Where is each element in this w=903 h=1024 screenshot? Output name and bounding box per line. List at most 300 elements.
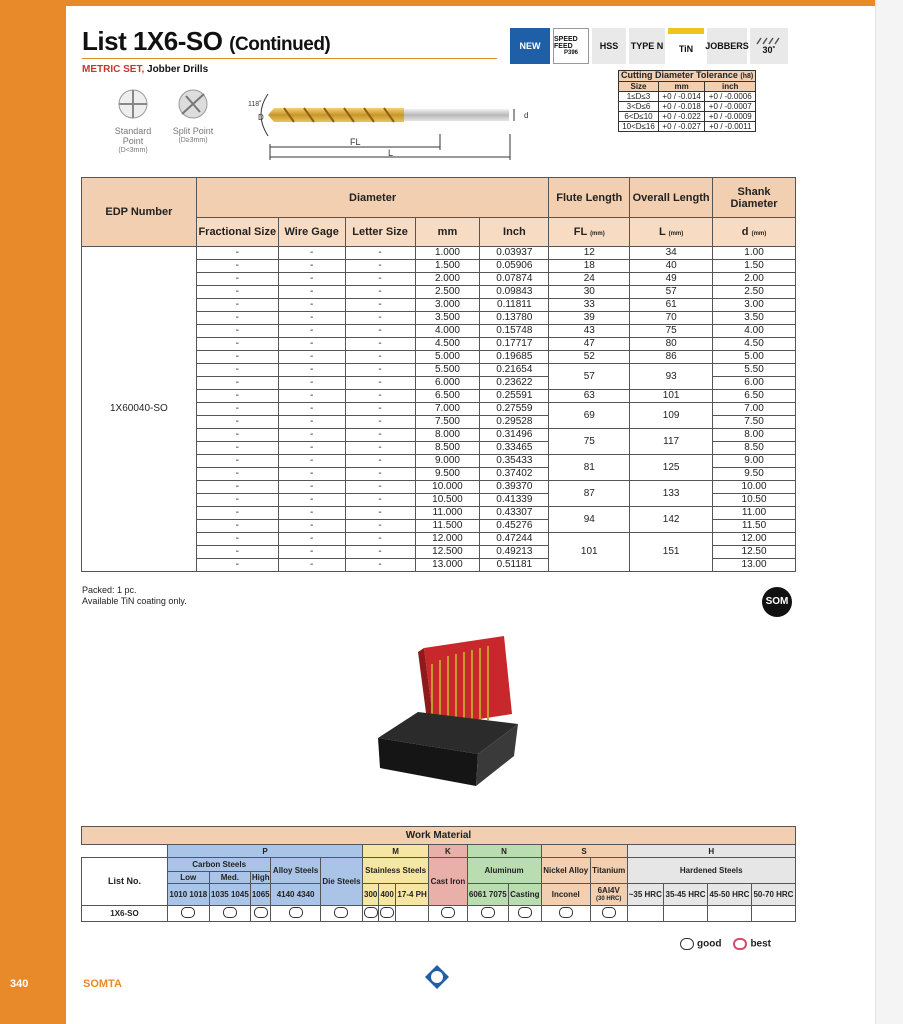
frac-cell: - <box>196 286 278 299</box>
inch-cell: 0.13780 <box>480 312 549 325</box>
letter-cell: - <box>345 377 415 390</box>
overall-length-cell: 109 <box>630 403 713 429</box>
wire-cell: - <box>278 520 345 533</box>
grade-cell: ~35 HRC <box>627 884 664 906</box>
letter-cell: - <box>345 351 415 364</box>
flute-length-cell: 12 <box>549 247 630 260</box>
work-material-title: Work Material <box>82 827 796 845</box>
inch-cell: 0.37402 <box>480 468 549 481</box>
subtitle-metric: METRIC SET, <box>82 64 145 75</box>
tolerance-cell: 1≤D≤3 <box>619 92 659 102</box>
col-d: d (mm) <box>713 218 796 247</box>
mm-cell: 5.000 <box>415 351 480 364</box>
mm-cell: 7.500 <box>415 416 480 429</box>
letter-cell: - <box>345 325 415 338</box>
letter-cell: - <box>345 533 415 546</box>
mm-cell: 10.000 <box>415 481 480 494</box>
letter-cell: - <box>345 338 415 351</box>
group-k: K <box>429 845 467 858</box>
frac-cell: - <box>196 351 278 364</box>
shank-diameter-cell: 6.00 <box>713 377 796 390</box>
fl-label: FL <box>350 137 361 147</box>
wire-cell: - <box>278 468 345 481</box>
title-sub: (Continued) <box>229 34 331 55</box>
wire-cell: - <box>278 247 345 260</box>
inch-cell: 0.15748 <box>480 325 549 338</box>
page-number: 340 <box>10 978 29 990</box>
table-body <box>82 247 796 572</box>
shank-diameter-cell: 10.00 <box>713 481 796 494</box>
good-rating-icon <box>441 907 455 918</box>
split-point-label: Split Point (D≥3mm) <box>172 126 214 144</box>
overall-length-cell: 75 <box>630 325 713 338</box>
best-icon <box>733 938 747 950</box>
frac-cell: - <box>196 377 278 390</box>
wire-cell: - <box>278 559 345 572</box>
flute-length-cell: 75 <box>549 429 630 455</box>
col-letter: Letter Size <box>345 218 415 247</box>
rating-cell <box>751 906 795 922</box>
frac-cell: - <box>196 455 278 468</box>
rating-cell <box>541 906 590 922</box>
wire-cell: - <box>278 299 345 312</box>
inch-cell: 0.09843 <box>480 286 549 299</box>
grade-cell: 1065 <box>251 884 271 906</box>
tolerance-cell: +0 / -0.027 <box>659 122 705 132</box>
mm-cell: 6.500 <box>415 390 480 403</box>
mm-cell: 12.000 <box>415 533 480 546</box>
shank-diameter-cell: 2.00 <box>713 273 796 286</box>
brand-footer: SOMTA <box>83 978 122 990</box>
col-inch: Inch <box>480 218 549 247</box>
mm-cell: 1.500 <box>415 260 480 273</box>
shank-diameter-cell: 12.50 <box>713 546 796 559</box>
group-h: H <box>627 845 795 858</box>
mm-cell: 3.000 <box>415 299 480 312</box>
good-icon <box>680 938 694 950</box>
grade-cell: 6Al4V (30 HRC) <box>590 884 627 906</box>
mm-cell: 6.000 <box>415 377 480 390</box>
inch-cell: 0.19685 <box>480 351 549 364</box>
letter-cell: - <box>345 403 415 416</box>
good-rating-icon <box>481 907 495 918</box>
frac-cell: - <box>196 247 278 260</box>
shank-diameter-cell: 13.00 <box>713 559 796 572</box>
badge-speed-label: SPEED FEED <box>554 36 578 50</box>
col-edp: EDP Number <box>82 178 197 247</box>
col-overall: Overall Length <box>630 178 713 218</box>
inch-cell: 0.27559 <box>480 403 549 416</box>
letter-cell: - <box>345 247 415 260</box>
inch-cell: 0.11811 <box>480 299 549 312</box>
drill-set-photo <box>212 628 660 822</box>
overall-length-cell: 86 <box>630 351 713 364</box>
frac-cell: - <box>196 390 278 403</box>
good-rating-icon <box>181 907 195 918</box>
rating-cell <box>168 906 210 922</box>
page-edge <box>875 0 903 1024</box>
rating-legend <box>680 938 771 950</box>
d-label: D <box>258 113 264 122</box>
overall-length-cell: 80 <box>630 338 713 351</box>
overall-length-cell: 151 <box>630 533 713 572</box>
tolerance-cell: +0 / -0.0011 <box>705 122 756 132</box>
tolerance-table <box>618 70 756 132</box>
mm-cell: 11.500 <box>415 520 480 533</box>
inch-cell: 0.45276 <box>480 520 549 533</box>
helix-icon <box>756 37 782 45</box>
inch-cell: 0.43307 <box>480 507 549 520</box>
badge-deg-label: 30˚ <box>762 45 776 55</box>
frac-cell: - <box>196 273 278 286</box>
letter-cell: - <box>345 559 415 572</box>
carbon-high: High <box>251 873 270 882</box>
rating-cell <box>320 906 362 922</box>
frac-cell: - <box>196 494 278 507</box>
col-frac: Fractional Size <box>196 218 278 247</box>
shank-diameter-cell: 11.00 <box>713 507 796 520</box>
shank-diameter-cell: 4.50 <box>713 338 796 351</box>
inch-cell: 0.21654 <box>480 364 549 377</box>
letter-cell: - <box>345 455 415 468</box>
sub-stainless: Stainless Steels <box>362 858 428 884</box>
shank-diameter-cell: 5.00 <box>713 351 796 364</box>
rating-cell <box>429 906 467 922</box>
mm-cell: 10.500 <box>415 494 480 507</box>
rating-cell <box>271 906 321 922</box>
frac-cell: - <box>196 520 278 533</box>
group-p: P <box>168 845 363 858</box>
grade-cell: 400 <box>379 884 395 906</box>
sub-titanium: Titanium <box>590 858 627 884</box>
point-type-icons <box>108 86 248 158</box>
flute-length-cell: 47 <box>549 338 630 351</box>
tolerance-header: inch <box>705 82 756 92</box>
frac-cell: - <box>196 533 278 546</box>
overall-length-cell: 57 <box>630 286 713 299</box>
overall-length-cell: 133 <box>630 481 713 507</box>
mm-cell: 7.000 <box>415 403 480 416</box>
frac-cell: - <box>196 468 278 481</box>
grade-cell: 1010 1018 <box>168 884 210 906</box>
mm-cell: 2.000 <box>415 273 480 286</box>
grade-cell: 50-70 HRC <box>751 884 795 906</box>
rating-cell <box>379 906 395 922</box>
group-s: S <box>541 845 627 858</box>
col-l: L (mm) <box>630 218 713 247</box>
rating-cell <box>664 906 708 922</box>
frac-cell: - <box>196 338 278 351</box>
grade-cell: 1035 1045 <box>209 884 251 906</box>
col-diameter: Diameter <box>196 178 549 218</box>
wire-cell: - <box>278 338 345 351</box>
rating-cell <box>395 906 428 922</box>
wire-cell: - <box>278 325 345 338</box>
frac-cell: - <box>196 260 278 273</box>
letter-cell: - <box>345 286 415 299</box>
tolerance-cell: +0 / -0.0009 <box>705 112 756 122</box>
inch-cell: 0.39370 <box>480 481 549 494</box>
letter-cell: - <box>345 546 415 559</box>
inch-cell: 0.25591 <box>480 390 549 403</box>
carbon-med: Med. <box>209 872 251 884</box>
wire-cell: - <box>278 364 345 377</box>
letter-cell: - <box>345 364 415 377</box>
rating-cell <box>209 906 251 922</box>
grade-cell: 45-50 HRC <box>707 884 751 906</box>
frac-cell: - <box>196 481 278 494</box>
shank-diameter-cell: 9.50 <box>713 468 796 481</box>
tolerance-cell: +0 / -0.014 <box>659 92 705 102</box>
mm-cell: 4.500 <box>415 338 480 351</box>
letter-cell: - <box>345 442 415 455</box>
frac-cell: - <box>196 325 278 338</box>
inch-cell: 0.03937 <box>480 247 549 260</box>
l-label: L <box>388 148 394 158</box>
shank-diameter-cell: 1.00 <box>713 247 796 260</box>
drill-case-illustration <box>212 628 660 822</box>
group-m: M <box>362 845 428 858</box>
badge-helix-angle <box>750 28 788 64</box>
grade-cell: Casting <box>509 884 542 906</box>
overall-length-cell: 93 <box>630 364 713 390</box>
badge-type-n: TYPE N <box>629 28 665 64</box>
inch-cell: 0.23622 <box>480 377 549 390</box>
frac-cell: - <box>196 507 278 520</box>
mm-cell: 5.500 <box>415 364 480 377</box>
frac-cell: - <box>196 559 278 572</box>
mm-cell: 2.500 <box>415 286 480 299</box>
flute-length-cell: 39 <box>549 312 630 325</box>
wire-cell: - <box>278 533 345 546</box>
shank-diameter-cell: 7.50 <box>713 416 796 429</box>
sub-cast: Cast Iron <box>429 858 467 906</box>
shank-diameter-cell: 3.50 <box>713 312 796 325</box>
rating-cell <box>467 906 509 922</box>
flute-length-cell: 57 <box>549 364 630 390</box>
frac-cell: - <box>196 546 278 559</box>
sub-hardened: Hardened Steels <box>627 858 795 884</box>
overall-length-cell: 117 <box>630 429 713 455</box>
col-flute: Flute Length <box>549 178 630 218</box>
overall-length-cell: 61 <box>630 299 713 312</box>
shank-diameter-cell: 3.00 <box>713 299 796 312</box>
good-rating-icon <box>289 907 303 918</box>
tolerance-cell: +0 / -0.0007 <box>705 102 756 112</box>
flute-length-cell: 24 <box>549 273 630 286</box>
tolerance-cell: 10<D≤16 <box>619 122 659 132</box>
work-material-table <box>81 826 796 922</box>
inch-cell: 0.05906 <box>480 260 549 273</box>
title-underline <box>82 58 497 59</box>
flute-length-cell: 69 <box>549 403 630 429</box>
flute-length-cell: 30 <box>549 286 630 299</box>
tolerance-cell: 6<D≤10 <box>619 112 659 122</box>
grade-cell: 6061 7075 <box>467 884 509 906</box>
wire-cell: - <box>278 442 345 455</box>
inch-cell: 0.35433 <box>480 455 549 468</box>
shank-diameter-cell: 8.00 <box>713 429 796 442</box>
good-rating-icon <box>518 907 532 918</box>
col-shank: Shank Diameter <box>713 178 796 218</box>
wire-cell: - <box>278 377 345 390</box>
wire-cell: - <box>278 312 345 325</box>
good-rating-icon <box>334 907 348 918</box>
flute-length-cell: 52 <box>549 351 630 364</box>
notes <box>82 585 187 607</box>
wire-cell: - <box>278 455 345 468</box>
mm-cell: 3.500 <box>415 312 480 325</box>
overall-length-cell: 34 <box>630 247 713 260</box>
tolerance-cell: +0 / -0.022 <box>659 112 705 122</box>
frac-cell: - <box>196 442 278 455</box>
shank-diameter-cell: 6.50 <box>713 390 796 403</box>
shank-diameter-cell: 11.50 <box>713 520 796 533</box>
letter-cell: - <box>345 390 415 403</box>
grade-cell: 35-45 HRC <box>664 884 708 906</box>
inch-cell: 0.31496 <box>480 429 549 442</box>
inch-cell: 0.49213 <box>480 546 549 559</box>
flute-length-cell: 43 <box>549 325 630 338</box>
sub-carbon: Carbon Steels <box>168 858 271 872</box>
frac-cell: - <box>196 429 278 442</box>
col-wire: Wire Gage <box>278 218 345 247</box>
material-row-label: 1X6-SO <box>82 906 168 922</box>
mm-cell: 9.000 <box>415 455 480 468</box>
standard-point-label: Standard Point (D<3mm) <box>114 126 152 154</box>
overall-length-cell: 70 <box>630 312 713 325</box>
letter-cell: - <box>345 416 415 429</box>
shank-diameter-cell: 10.50 <box>713 494 796 507</box>
letter-cell: - <box>345 429 415 442</box>
letter-cell: - <box>345 481 415 494</box>
mm-cell: 12.500 <box>415 546 480 559</box>
letter-cell: - <box>345 260 415 273</box>
frac-cell: - <box>196 364 278 377</box>
tolerance-header: Size <box>619 82 659 92</box>
mm-cell: 4.000 <box>415 325 480 338</box>
osg-logo-icon <box>424 964 450 990</box>
overall-length-cell: 49 <box>630 273 713 286</box>
wire-cell: - <box>278 390 345 403</box>
som-badge: SOM <box>762 587 792 617</box>
inch-cell: 0.29528 <box>480 416 549 429</box>
col-mm: mm <box>415 218 480 247</box>
flute-length-cell: 63 <box>549 390 630 403</box>
edp-cell: 1X60040-SO <box>82 247 197 572</box>
rating-cell <box>707 906 751 922</box>
shank-diameter-cell: 2.50 <box>713 286 796 299</box>
badge-new: NEW <box>510 28 550 64</box>
good-rating-icon <box>364 907 378 918</box>
letter-cell: - <box>345 520 415 533</box>
rating-cell <box>627 906 664 922</box>
left-sidebar <box>0 0 66 1024</box>
sub-die: Die Steels <box>320 858 362 906</box>
badge-tin: TiN <box>668 28 704 64</box>
badge-hss: HSS <box>592 28 626 64</box>
title-main: List 1X6-SO <box>82 26 223 56</box>
drill-drawing <box>248 84 538 166</box>
good-rating-icon <box>380 907 394 918</box>
subtitle-jobber: Jobber Drills <box>147 64 209 75</box>
tolerance-caption: Cutting Diameter Tolerance (h8) <box>619 71 756 82</box>
frac-cell: - <box>196 312 278 325</box>
tolerance-cell: +0 / -0.018 <box>659 102 705 112</box>
letter-cell: - <box>345 507 415 520</box>
good-rating-icon <box>223 907 237 918</box>
list-no-label: List No. <box>82 858 168 906</box>
tolerance-header: mm <box>659 82 705 92</box>
feature-badges <box>510 28 788 64</box>
grade-cell: Inconel <box>541 884 590 906</box>
group-n: N <box>467 845 541 858</box>
angle-label: 118˚ <box>248 101 262 108</box>
wire-cell: - <box>278 260 345 273</box>
col-fl: FL (mm) <box>549 218 630 247</box>
shank-diameter-cell: 12.00 <box>713 533 796 546</box>
shank-diameter-cell: 1.50 <box>713 260 796 273</box>
grade-cell: 17-4 PH <box>395 884 428 906</box>
overall-length-cell: 40 <box>630 260 713 273</box>
flute-length-cell: 87 <box>549 481 630 507</box>
letter-cell: - <box>345 273 415 286</box>
shank-diameter-cell: 9.00 <box>713 455 796 468</box>
wire-cell: - <box>278 429 345 442</box>
material-row <box>82 906 796 922</box>
table-row <box>82 247 796 260</box>
mm-cell: 11.000 <box>415 507 480 520</box>
frac-cell: - <box>196 299 278 312</box>
wire-cell: - <box>278 416 345 429</box>
badge-speed-ref: P396 <box>563 50 578 56</box>
standard-point-icon <box>116 86 150 126</box>
legend-best: best <box>733 938 771 950</box>
wire-cell: - <box>278 546 345 559</box>
drill-spec-table <box>81 177 796 572</box>
flute-length-cell: 33 <box>549 299 630 312</box>
flute-length-cell: 101 <box>549 533 630 572</box>
badge-jobbers: JOBBERS <box>707 28 747 64</box>
mm-cell: 13.000 <box>415 559 480 572</box>
good-rating-icon <box>254 907 268 918</box>
inch-cell: 0.41339 <box>480 494 549 507</box>
grade-cell: 4140 4340 <box>271 884 321 906</box>
top-bar <box>66 0 875 6</box>
wire-cell: - <box>278 286 345 299</box>
rating-cell <box>251 906 271 922</box>
good-rating-icon <box>559 907 573 918</box>
shank-d-label: d <box>524 111 529 120</box>
sub-nickel: Nickel Alloy <box>541 858 590 884</box>
legend-good: good <box>680 938 721 950</box>
tolerance-cell: +0 / -0.0006 <box>705 92 756 102</box>
letter-cell: - <box>345 312 415 325</box>
flute-length-cell: 94 <box>549 507 630 533</box>
inch-cell: 0.07874 <box>480 273 549 286</box>
inch-cell: 0.51181 <box>480 559 549 572</box>
letter-cell: - <box>345 468 415 481</box>
letter-cell: - <box>345 494 415 507</box>
wire-cell: - <box>278 403 345 416</box>
overall-length-cell: 125 <box>630 455 713 481</box>
overall-length-cell: 142 <box>630 507 713 533</box>
sub-alloy: Alloy Steels <box>271 858 321 884</box>
wire-cell: - <box>278 273 345 286</box>
sub-aluminum: Aluminum <box>467 858 541 884</box>
wire-cell: - <box>278 494 345 507</box>
shank-diameter-cell: 7.00 <box>713 403 796 416</box>
